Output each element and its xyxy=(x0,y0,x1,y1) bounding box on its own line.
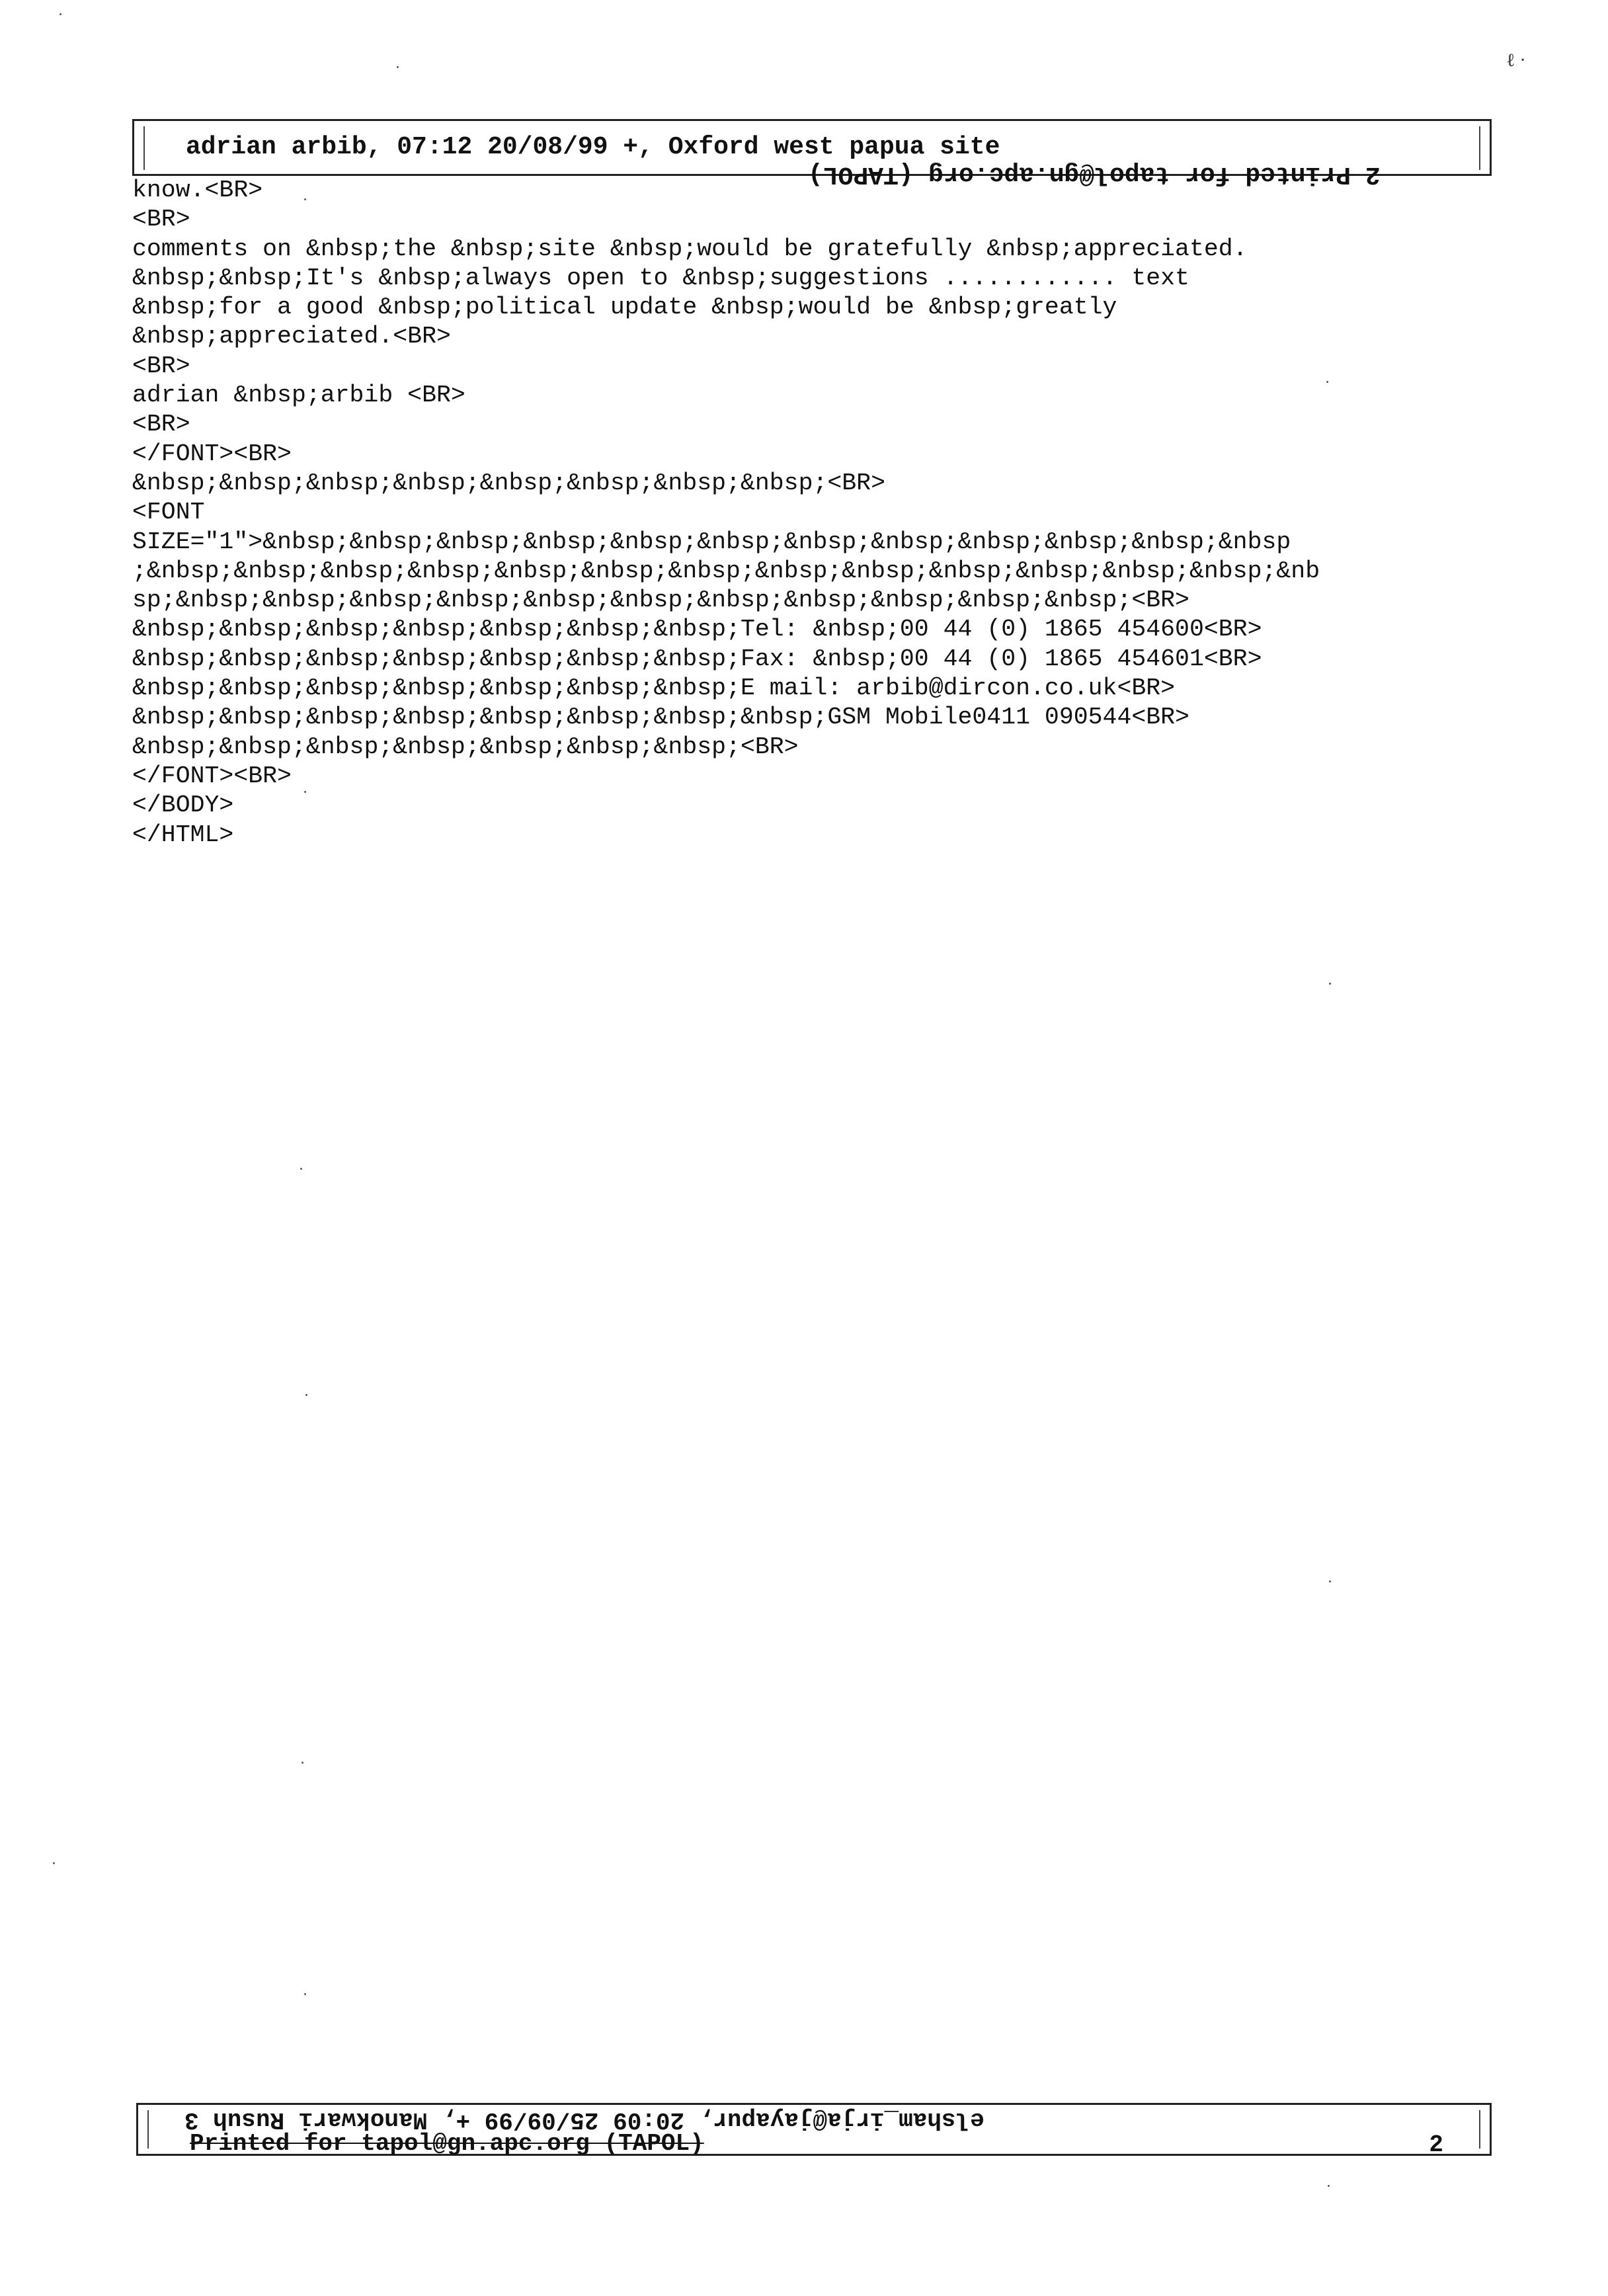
header-page-number: 2 xyxy=(1365,160,1381,188)
scan-speck xyxy=(397,66,399,68)
footer-page-number: 2 xyxy=(1429,2131,1443,2158)
scan-speck xyxy=(53,1862,55,1864)
scan-speck xyxy=(300,1168,302,1170)
print-header xyxy=(132,119,1492,188)
scan-speck xyxy=(1328,2185,1330,2187)
scan-speck xyxy=(1329,983,1331,985)
body-line: &nbsp;&nbsp;&nbsp;&nbsp;&nbsp;&nbsp;&nbsp;<BR> xyxy=(132,733,799,760)
footer-next-header-upside-down: elsham_irja@jayapur, 20:09 25/09/99 +, Manokwari Rusuh 3 xyxy=(184,2106,985,2133)
body-line: adrian &nbsp;arbib <BR> xyxy=(132,382,465,409)
body-line: comments on &nbsp;the &nbsp;site &nbsp;would be gratefully &nbsp;appreciated. xyxy=(132,235,1248,263)
body-line: </FONT><BR> xyxy=(132,440,292,468)
body-line: <FONT xyxy=(132,499,205,526)
header-title: adrian arbib, 07:12 20/08/99 +, Oxford west papua site xyxy=(186,133,1000,161)
body-line: <BR> xyxy=(132,206,190,233)
corner-mark: ℓ · xyxy=(1506,50,1526,71)
scan-speck xyxy=(302,1762,303,1764)
body-line: &nbsp;&nbsp;&nbsp;&nbsp;&nbsp;&nbsp;&nbsp;Fax: &nbsp;00 44 (0) 1865 454601<BR> xyxy=(132,645,1262,673)
scan-speck xyxy=(1326,381,1328,383)
body-line: know.<BR> xyxy=(132,177,263,204)
scan-speck xyxy=(304,198,306,200)
scan-speck xyxy=(304,1993,306,1995)
body-line: &nbsp;&nbsp;&nbsp;&nbsp;&nbsp;&nbsp;&nbsp;E mail: arbib@dircon.co.uk<BR> xyxy=(132,675,1176,702)
scan-speck xyxy=(305,1394,307,1396)
body-line: ;&nbsp;&nbsp;&nbsp;&nbsp;&nbsp;&nbsp;&nbsp;&nbsp;&nbsp;&nbsp;&nbsp;&nbsp;&nbsp;&nb xyxy=(132,557,1320,585)
footer-printed-for: Printed for tapol@gn.apc.org (TAPOL) xyxy=(190,2130,704,2157)
header-printed-for: Printed for tapol@gn.apc.org (TAPOL) xyxy=(808,160,1351,188)
body-line: &nbsp;for a good &nbsp;political update &nbsp;would be &nbsp;greatly xyxy=(132,294,1117,321)
scan-speck xyxy=(1329,1580,1331,1582)
body-line: SIZE="1">&nbsp;&nbsp;&nbsp;&nbsp;&nbsp;&nbsp;&nbsp;&nbsp;&nbsp;&nbsp;&nbsp;&nbsp xyxy=(132,528,1291,555)
scan-speck xyxy=(60,13,61,15)
scan-speck xyxy=(304,791,306,793)
body-line: </BODY> xyxy=(132,792,234,819)
body-line: </HTML> xyxy=(132,821,234,848)
body-line: sp;&nbsp;&nbsp;&nbsp;&nbsp;&nbsp;&nbsp;&nbsp;&nbsp;&nbsp;&nbsp;&nbsp;<BR> xyxy=(132,587,1189,614)
body-line: <BR> xyxy=(132,411,190,438)
body-line: &nbsp;&nbsp;&nbsp;&nbsp;&nbsp;&nbsp;&nbsp;Tel: &nbsp;00 44 (0) 1865 454600<BR> xyxy=(132,616,1262,643)
body-line: </FONT><BR> xyxy=(132,762,292,790)
body-line: &nbsp;&nbsp;&nbsp;&nbsp;&nbsp;&nbsp;&nbsp;&nbsp;<BR> xyxy=(132,469,885,497)
body-line: &nbsp;&nbsp;It's &nbsp;always open to &nbsp;suggestions ............ text xyxy=(132,264,1189,292)
body-line: &nbsp;&nbsp;&nbsp;&nbsp;&nbsp;&nbsp;&nbsp;&nbsp;GSM Mobile0411 090544<BR> xyxy=(132,704,1189,731)
body-line: &nbsp;appreciated.<BR> xyxy=(132,323,451,350)
print-footer xyxy=(136,2103,1492,2156)
body-line: <BR> xyxy=(132,352,190,380)
document-body xyxy=(132,176,1508,850)
